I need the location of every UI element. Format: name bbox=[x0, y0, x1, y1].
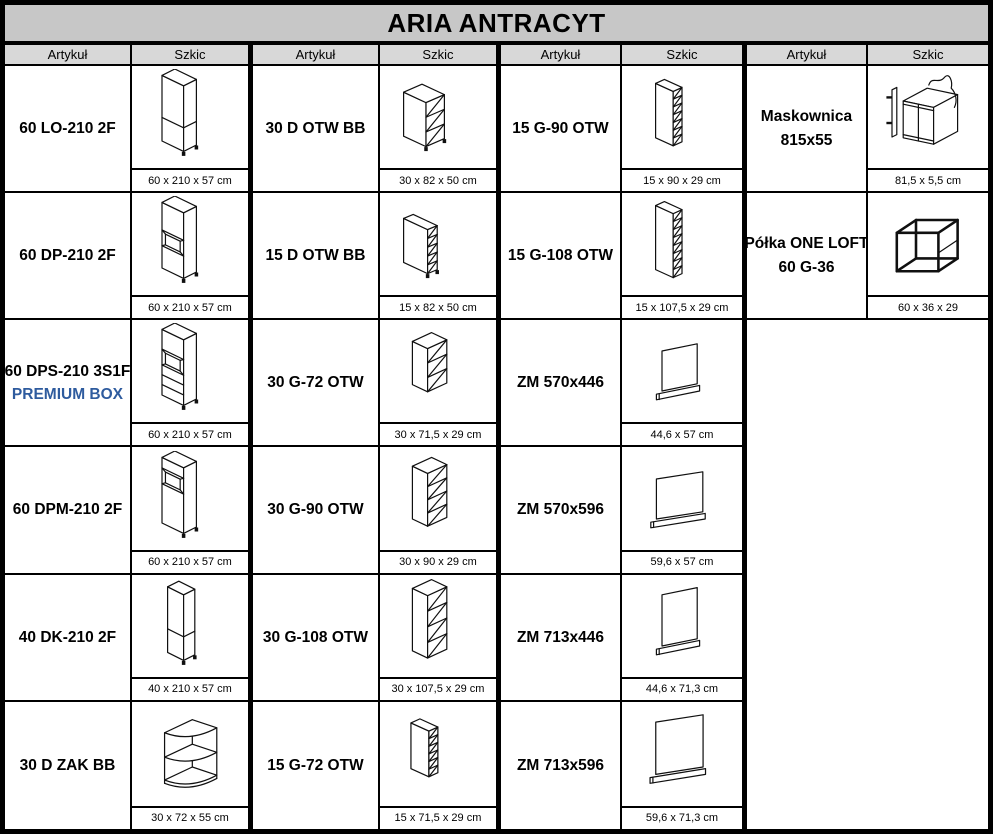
article-name-line: 15 G-108 OTW bbox=[507, 247, 613, 265]
sketch-cell bbox=[380, 320, 501, 447]
column-header-szkic-1: Szkic bbox=[132, 45, 253, 66]
article-name-cell bbox=[501, 193, 622, 320]
dimensions-label: 44,6 x 71,3 cm bbox=[622, 677, 742, 700]
sketch-cell bbox=[132, 702, 253, 829]
dimensions-label: 59,6 x 71,3 cm bbox=[622, 806, 742, 829]
article-name-line: 30 G-72 OTW bbox=[267, 374, 364, 392]
wall-open-15-72-sketch bbox=[380, 702, 496, 806]
panel-zm-570x446-sketch bbox=[622, 320, 742, 422]
article-name-cell bbox=[5, 702, 132, 829]
sketch-cell bbox=[380, 66, 501, 193]
base-open-15-sketch bbox=[380, 193, 496, 295]
dimensions-label: 30 x 71,5 x 29 cm bbox=[380, 422, 496, 445]
dimensions-label: 60 x 210 x 57 cm bbox=[132, 168, 248, 191]
article-name-cell bbox=[5, 575, 132, 702]
article-name-cell bbox=[747, 66, 868, 193]
article-name-cell bbox=[5, 193, 132, 320]
wall-open-15-108-sketch bbox=[622, 193, 742, 295]
article-name-cell bbox=[253, 320, 380, 447]
sketch-cell bbox=[622, 193, 747, 320]
dimensions-label: 15 x 90 x 29 cm bbox=[622, 168, 742, 191]
article-name-line: 60 LO-210 2F bbox=[19, 119, 116, 137]
dimensions-label: 15 x 82 x 50 cm bbox=[380, 295, 496, 318]
article-name-line: 15 G-90 OTW bbox=[512, 119, 609, 137]
column-header-artykul-2: Artykuł bbox=[253, 45, 380, 66]
article-name-line: 15 D OTW BB bbox=[265, 247, 366, 265]
article-name-line: 815x55 bbox=[780, 131, 833, 149]
dimensions-label: 15 x 107,5 x 29 cm bbox=[622, 295, 742, 318]
column-header-artykul-1: Artykuł bbox=[5, 45, 132, 66]
sketch-cell bbox=[132, 320, 253, 447]
dimensions-label: 81,5 x 5,5 cm bbox=[868, 168, 988, 191]
dimensions-label: 40 x 210 x 57 cm bbox=[132, 677, 248, 700]
article-name-cell bbox=[253, 193, 380, 320]
tall-oven-housing-drawers-sketch bbox=[132, 320, 248, 422]
sketch-cell bbox=[380, 447, 501, 574]
sketch-cell bbox=[132, 193, 253, 320]
dimensions-label: 60 x 210 x 57 cm bbox=[132, 422, 248, 445]
wall-open-30-108-sketch bbox=[380, 575, 496, 677]
sketch-cell bbox=[380, 575, 501, 702]
sketch-cell bbox=[622, 66, 747, 193]
dimensions-label: 60 x 36 x 29 bbox=[868, 295, 988, 318]
sketch-cell bbox=[868, 66, 988, 193]
sketch-cell bbox=[132, 447, 253, 574]
article-name-cell bbox=[5, 320, 132, 447]
base-open-30-sketch bbox=[380, 66, 496, 168]
article-name-line: 30 G-90 OTW bbox=[267, 501, 364, 519]
dimensions-label: 30 x 72 x 55 cm bbox=[132, 806, 248, 829]
article-name-line: 30 D ZAK BB bbox=[19, 756, 116, 774]
article-name-line: 60 DPS-210 3S1F bbox=[4, 362, 131, 380]
sketch-cell bbox=[380, 702, 501, 829]
article-name-line: 30 G-108 OTW bbox=[262, 628, 368, 646]
article-name-line: Maskownica bbox=[760, 108, 853, 126]
article-name-line: ZM 713x446 bbox=[516, 628, 604, 646]
column-header-artykul-4: Artykuł bbox=[747, 45, 868, 66]
dimensions-label: 30 x 90 x 29 cm bbox=[380, 550, 496, 573]
dimensions-label: 60 x 210 x 57 cm bbox=[132, 295, 248, 318]
sketch-cell bbox=[868, 193, 988, 320]
article-name-cell bbox=[5, 66, 132, 193]
maskownica-strip-sketch bbox=[868, 66, 988, 168]
article-name-cell bbox=[501, 320, 622, 447]
sketch-cell bbox=[622, 702, 747, 829]
column-header-artykul-3: Artykuł bbox=[501, 45, 622, 66]
tall-microwave-housing-sketch bbox=[132, 447, 248, 549]
article-name-line: 40 DK-210 2F bbox=[18, 628, 117, 646]
sketch-cell bbox=[132, 66, 253, 193]
article-name-cell bbox=[253, 66, 380, 193]
sketch-cell bbox=[622, 320, 747, 447]
column-header-szkic-3: Szkic bbox=[622, 45, 747, 66]
wall-open-15-90-sketch bbox=[622, 66, 742, 168]
dimensions-label: 30 x 107,5 x 29 cm bbox=[380, 677, 496, 700]
article-name-line: 60 DPM-210 2F bbox=[12, 501, 123, 519]
empty-region bbox=[747, 320, 988, 829]
article-name-line: 60 DP-210 2F bbox=[19, 247, 116, 265]
sketch-cell bbox=[380, 193, 501, 320]
article-name-cell bbox=[5, 447, 132, 574]
article-name-cell bbox=[253, 447, 380, 574]
page-title: ARIA ANTRACYT bbox=[5, 5, 988, 45]
dimensions-label: 30 x 82 x 50 cm bbox=[380, 168, 496, 191]
shelf-frame-sketch bbox=[868, 193, 988, 295]
article-name-line: Półka ONE LOFT bbox=[744, 235, 869, 253]
catalog-grid bbox=[5, 45, 988, 829]
column-header-szkic-4: Szkic bbox=[868, 45, 988, 66]
dimensions-label: 44,6 x 57 cm bbox=[622, 422, 742, 445]
article-name-cell bbox=[501, 447, 622, 574]
corner-open-base-sketch bbox=[132, 702, 248, 806]
article-name-cell bbox=[501, 66, 622, 193]
article-name-line: 15 G-72 OTW bbox=[267, 756, 364, 774]
tall-larder-40-2f-sketch bbox=[132, 575, 248, 677]
article-name-line: 60 G-36 bbox=[778, 258, 835, 276]
column-header-szkic-2: Szkic bbox=[380, 45, 501, 66]
sketch-cell bbox=[622, 575, 747, 702]
tall-larder-2f-sketch bbox=[132, 66, 248, 168]
wall-open-30-90-sketch bbox=[380, 447, 496, 549]
article-name-line: ZM 570x596 bbox=[516, 501, 604, 519]
article-name-line: 30 D OTW BB bbox=[265, 119, 366, 137]
article-name-cell bbox=[253, 575, 380, 702]
dimensions-label: 60 x 210 x 57 cm bbox=[132, 550, 248, 573]
tall-oven-housing-sketch bbox=[132, 193, 248, 295]
panel-zm-713x596-sketch bbox=[622, 702, 742, 806]
article-name-line: PREMIUM BOX bbox=[11, 385, 124, 403]
panel-zm-713x446-sketch bbox=[622, 575, 742, 677]
dimensions-label: 59,6 x 57 cm bbox=[622, 550, 742, 573]
panel-zm-570x596-sketch bbox=[622, 447, 742, 549]
sketch-cell bbox=[622, 447, 747, 574]
article-name-cell bbox=[744, 193, 869, 320]
article-name-line: ZM 713x596 bbox=[516, 756, 604, 774]
article-name-cell bbox=[253, 702, 380, 829]
article-name-cell bbox=[501, 575, 622, 702]
wall-open-30-72-sketch bbox=[380, 320, 496, 422]
dimensions-label: 15 x 71,5 x 29 cm bbox=[380, 806, 496, 829]
article-name-cell bbox=[501, 702, 622, 829]
article-name-line: ZM 570x446 bbox=[516, 374, 604, 392]
sketch-cell bbox=[132, 575, 253, 702]
